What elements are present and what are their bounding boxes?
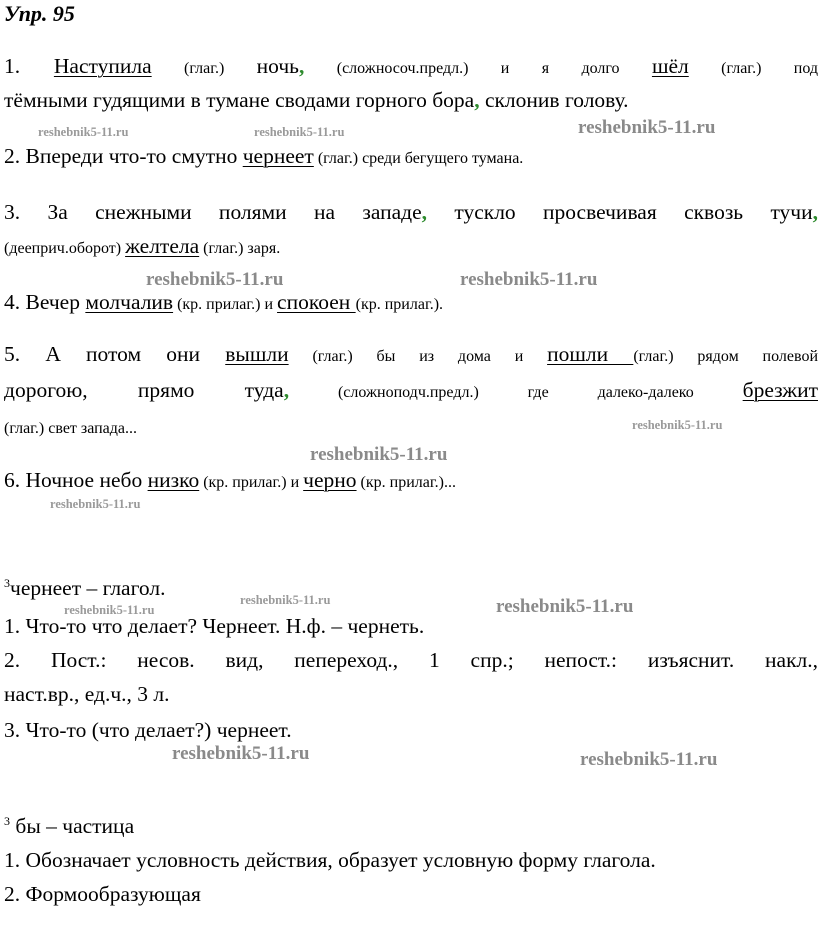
analysis-1-line-1: 1. Что-то что делает? Чернеет. Н.ф. – чернеть. (4, 614, 425, 638)
highlighted-comma: , (283, 378, 290, 402)
text: дорогою, прямо туда (4, 378, 284, 402)
underlined-word: чернеет (242, 144, 314, 168)
text: 6. Ночное небо (4, 468, 148, 492)
annotation: (глаг.) под (688, 60, 819, 77)
highlighted-comma: , (812, 200, 818, 224)
text: 5. А потом они (4, 342, 226, 366)
analysis-1-heading (4, 575, 166, 600)
text: 3. За снежными полями на западе (4, 200, 422, 224)
watermark: reshebnik5-11.ru (172, 743, 310, 764)
text: 2. Впереди что-то смутно (4, 144, 243, 168)
highlighted-comma: , (474, 88, 480, 112)
text: тускло просвечивая сквозь тучи (427, 200, 813, 224)
sentence-1-line-1 (4, 56, 818, 78)
text: бы – частица (10, 814, 135, 838)
annotation: (кр. прилаг.)... (356, 474, 456, 491)
text: склонив голову. (479, 88, 629, 112)
annotation: (сложносоч.предл.) и я долго (304, 60, 652, 77)
annotation: (кр. прилаг.) и (173, 296, 278, 313)
annotation: (кр. прилаг.). (355, 296, 444, 313)
analysis-1-line-3: наст.вр., ед.ч., 3 л. (4, 682, 170, 706)
annotation: (кр. прилаг.) и (199, 474, 304, 491)
text: тёмными гудящими в тумане сводами горного бора (4, 88, 475, 112)
annotation: (глаг.) заря. (199, 240, 281, 257)
underlined-word: черно (303, 468, 357, 492)
underlined-word: низко (147, 468, 200, 492)
annotation: (дееприч.оборот) (4, 240, 126, 257)
analysis-2-line-1: 1. Обозначает условность действия, образует условную форму глагола. (4, 848, 656, 872)
text: 4. Вечер (4, 290, 86, 314)
sentence-2 (4, 146, 523, 168)
underlined-word: молчалив (85, 290, 174, 314)
analysis-2-line-2: 2. Формообразующая (4, 882, 201, 906)
sentence-3-line-1 (4, 202, 818, 224)
watermark: reshebnik5-11.ru (496, 596, 634, 617)
annotation: (глаг.) рядом полевой (633, 348, 819, 365)
watermark: reshebnik5-11.ru (50, 497, 141, 511)
annotation: (глаг.) среди бегущего тумана. (313, 150, 524, 167)
watermark: reshebnik5-11.ru (146, 269, 284, 290)
underlined-word: спокоен (277, 290, 356, 314)
underlined-word: Наступила (53, 54, 152, 78)
watermark: reshebnik5-11.ru (254, 125, 345, 139)
analysis-2-heading (4, 813, 135, 838)
sentence-6 (4, 470, 456, 492)
sentence-5-line-3 (4, 416, 137, 438)
watermark: reshebnik5-11.ru (580, 749, 718, 770)
annotation: (глаг.) (151, 60, 257, 77)
watermark: reshebnik5-11.ru (64, 603, 155, 617)
sentence-5-line-1 (4, 344, 818, 366)
watermark: reshebnik5-11.ru (310, 444, 448, 465)
footnote-mark: 3 (4, 813, 10, 828)
watermark: reshebnik5-11.ru (240, 593, 331, 607)
underlined-word: пошли (547, 342, 634, 366)
footnote-mark: 3 (4, 575, 10, 590)
underlined-word: вышли (225, 342, 289, 366)
word: ночь (256, 54, 299, 78)
watermark: reshebnik5-11.ru (632, 418, 723, 432)
analysis-1-line-2: 2. Пост.: несов. вид, пепереход., 1 спр.; непост.: изъяснит. накл., (4, 648, 818, 672)
annotation: (сложноподч.предл.) где далеко-далеко (289, 384, 743, 401)
sentence-1-line-2 (4, 90, 629, 112)
watermark: reshebnik5-11.ru (38, 125, 129, 139)
highlighted-comma: , (299, 54, 305, 78)
underlined-word: желтела (125, 234, 200, 258)
watermark: reshebnik5-11.ru (460, 269, 598, 290)
highlighted-comma: , (421, 200, 428, 224)
watermark: reshebnik5-11.ru (578, 117, 716, 138)
annotation: (глаг.) свет запада... (4, 420, 138, 437)
sentence-4 (4, 292, 443, 314)
underlined-word: брезжит (742, 378, 818, 402)
exercise-title: Упр. 95 (4, 1, 75, 26)
annotation: (глаг.) бы из дома и (288, 348, 548, 365)
sentence-3-line-2 (4, 236, 280, 258)
text: чернеет – глагол. (10, 576, 166, 600)
analysis-1-line-4: 3. Что-то (что делает?) чернеет. (4, 718, 292, 742)
sentence-number: 1. (4, 54, 54, 78)
sentence-5-line-2 (4, 380, 818, 402)
underlined-word: шёл (651, 54, 689, 78)
